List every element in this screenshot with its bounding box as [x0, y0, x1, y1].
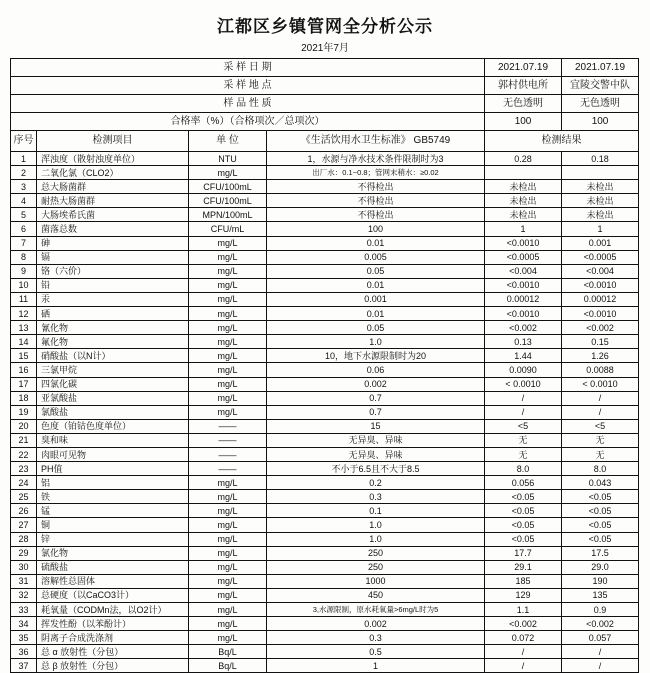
- cell-standard: 15: [267, 419, 485, 433]
- table-row: [11, 264, 639, 278]
- cell-standard: 1.0: [267, 532, 485, 546]
- table-row: [11, 476, 639, 490]
- cell-result-1: 0.072: [485, 631, 562, 645]
- table-row: [11, 222, 639, 236]
- cell-standard: 0.7: [267, 405, 485, 419]
- table-row: [11, 433, 639, 447]
- cell-result-1: <5: [485, 419, 562, 433]
- cell-index: 27: [11, 518, 37, 532]
- cell-result-1: 1.1: [485, 603, 562, 617]
- cell-result-1: <0.05: [485, 532, 562, 546]
- cell-standard: 0.01: [267, 307, 485, 321]
- cell-index: 5: [11, 208, 37, 222]
- table-row: [11, 574, 639, 588]
- cell-result-2: <0.002: [562, 617, 639, 631]
- cell-standard: 出厂水：0.1~0.8；管网末稍水：≥0.02: [267, 166, 485, 180]
- cell-unit: mg/L: [189, 560, 267, 574]
- cell-result-1: 1.44: [485, 349, 562, 363]
- cell-index: 33: [11, 603, 37, 617]
- table-row: [11, 321, 639, 335]
- cell-index: 7: [11, 236, 37, 250]
- cell-result-2: 0.057: [562, 631, 639, 645]
- table-row: [11, 419, 639, 433]
- cell-index: 4: [11, 194, 37, 208]
- cell-unit: ——: [189, 419, 267, 433]
- cell-item: 铅: [37, 278, 189, 292]
- cell-index: 17: [11, 377, 37, 391]
- cell-item: 菌落总数: [37, 222, 189, 236]
- cell-standard: 0.002: [267, 617, 485, 631]
- table-row: [11, 617, 639, 631]
- cell-index: 21: [11, 433, 37, 447]
- cell-item: 汞: [37, 292, 189, 306]
- cell-item: 三氯甲烷: [37, 363, 189, 377]
- cell-standard: 0.1: [267, 504, 485, 518]
- table-row: [11, 208, 639, 222]
- cell-standard: 3,水源限制，原水耗氧量>6mg/L时为5: [267, 603, 485, 617]
- cell-standard: 1，水源与净水技术条件限制时为3: [267, 152, 485, 166]
- cell-index: 23: [11, 462, 37, 476]
- cell-index: 8: [11, 250, 37, 264]
- cell-result-1: [485, 166, 562, 180]
- cell-result-2: /: [562, 645, 639, 659]
- pass-rate-label: 合格率（%）（合格项次／总项次）: [11, 113, 485, 131]
- cell-index: 2: [11, 166, 37, 180]
- cell-item: 总硬度（以CaCO3计）: [37, 588, 189, 602]
- cell-result-1: 未检出: [485, 194, 562, 208]
- cell-unit: mg/L: [189, 250, 267, 264]
- cell-result-2: 未检出: [562, 208, 639, 222]
- cell-result-1: /: [485, 645, 562, 659]
- cell-result-2: 17.5: [562, 546, 639, 560]
- table-row: [11, 405, 639, 419]
- col-unit: 单 位: [189, 131, 267, 152]
- cell-item: 锌: [37, 532, 189, 546]
- cell-unit: mg/L: [189, 391, 267, 405]
- cell-unit: mg/L: [189, 321, 267, 335]
- cell-unit: CFU/100mL: [189, 194, 267, 208]
- table-body: [11, 59, 639, 673]
- cell-result-2: 未检出: [562, 180, 639, 194]
- table-row: [11, 532, 639, 546]
- sampling-location-value-2: 宜陵交警中队: [562, 77, 639, 95]
- cell-standard: 无异臭、异味: [267, 447, 485, 461]
- cell-unit: CFU/mL: [189, 222, 267, 236]
- table-row: [11, 59, 639, 77]
- table-row: [11, 546, 639, 560]
- cell-index: 20: [11, 419, 37, 433]
- cell-standard: 0.7: [267, 391, 485, 405]
- cell-unit: mg/L: [189, 307, 267, 321]
- cell-index: 3: [11, 180, 37, 194]
- cell-standard: 不得检出: [267, 194, 485, 208]
- cell-item: PH值: [37, 462, 189, 476]
- cell-result-2: <0.05: [562, 490, 639, 504]
- cell-unit: mg/L: [189, 490, 267, 504]
- page-title: 江都区乡镇管网全分析公示: [217, 17, 433, 37]
- cell-result-1: 0.00012: [485, 292, 562, 306]
- cell-item: 色度（铂钴色度单位）: [37, 419, 189, 433]
- cell-result-2: 0.18: [562, 152, 639, 166]
- cell-result-1: <0.004: [485, 264, 562, 278]
- cell-result-1: 未检出: [485, 180, 562, 194]
- cell-unit: mg/L: [189, 363, 267, 377]
- cell-unit: mg/L: [189, 292, 267, 306]
- page-subtitle: 2021年7月: [301, 43, 349, 54]
- cell-item: 铝: [37, 476, 189, 490]
- table-row: [11, 363, 639, 377]
- cell-item: 亚氯酸盐: [37, 391, 189, 405]
- cell-standard: 不得检出: [267, 180, 485, 194]
- cell-standard: 250: [267, 560, 485, 574]
- cell-standard: 10，地下水源限制时为20: [267, 349, 485, 363]
- cell-index: 12: [11, 307, 37, 321]
- cell-result-1: /: [485, 659, 562, 673]
- cell-unit: Bq/L: [189, 659, 267, 673]
- cell-item: 总 β 放射性（分包）: [37, 659, 189, 673]
- cell-result-2: 0.0088: [562, 363, 639, 377]
- cell-index: 37: [11, 659, 37, 673]
- cell-result-1: <0.05: [485, 504, 562, 518]
- cell-item: 氰化物: [37, 321, 189, 335]
- cell-item: 硝酸盐（以N计）: [37, 349, 189, 363]
- cell-index: 9: [11, 264, 37, 278]
- pass-rate-value-1: 100: [485, 113, 562, 131]
- cell-index: 11: [11, 292, 37, 306]
- cell-item: 砷: [37, 236, 189, 250]
- cell-result-2: /: [562, 405, 639, 419]
- pass-rate-value-2: 100: [562, 113, 639, 131]
- table-row: [11, 77, 639, 95]
- cell-unit: mg/L: [189, 335, 267, 349]
- cell-result-2: <5: [562, 419, 639, 433]
- cell-item: 硒: [37, 307, 189, 321]
- cell-index: 1: [11, 152, 37, 166]
- cell-item: 肉眼可见物: [37, 447, 189, 461]
- cell-standard: 0.005: [267, 250, 485, 264]
- cell-standard: 0.01: [267, 236, 485, 250]
- cell-result-1: <0.0010: [485, 307, 562, 321]
- cell-unit: mg/L: [189, 166, 267, 180]
- cell-index: 35: [11, 631, 37, 645]
- cell-item: 浑浊度（散射浊度单位）: [37, 152, 189, 166]
- cell-result-2: 未检出: [562, 194, 639, 208]
- cell-standard: 450: [267, 588, 485, 602]
- table-row: [11, 95, 639, 113]
- cell-index: 28: [11, 532, 37, 546]
- cell-result-2: 135: [562, 588, 639, 602]
- cell-result-2: 0.15: [562, 335, 639, 349]
- cell-standard: 0.06: [267, 363, 485, 377]
- table-row: [11, 180, 639, 194]
- cell-result-1: 0.056: [485, 476, 562, 490]
- cell-unit: ——: [189, 433, 267, 447]
- cell-unit: mg/L: [189, 504, 267, 518]
- cell-item: 挥发性酚（以苯酚计）: [37, 617, 189, 631]
- cell-unit: mg/L: [189, 532, 267, 546]
- cell-result-2: 0.9: [562, 603, 639, 617]
- cell-standard: 100: [267, 222, 485, 236]
- cell-result-1: <0.0010: [485, 236, 562, 250]
- table-row: [11, 307, 639, 321]
- cell-result-1: 8.0: [485, 462, 562, 476]
- cell-result-1: /: [485, 391, 562, 405]
- cell-unit: mg/L: [189, 631, 267, 645]
- cell-standard: 1.0: [267, 335, 485, 349]
- cell-result-2: <0.05: [562, 504, 639, 518]
- cell-index: 34: [11, 617, 37, 631]
- table-row: [11, 588, 639, 602]
- cell-unit: mg/L: [189, 518, 267, 532]
- cell-standard: 0.3: [267, 490, 485, 504]
- table-row: [11, 631, 639, 645]
- table-row: [11, 518, 639, 532]
- cell-result-2: 8.0: [562, 462, 639, 476]
- cell-result-2: [562, 166, 639, 180]
- cell-result-2: <0.0010: [562, 278, 639, 292]
- col-standard: 《生活饮用水卫生标准》 GB5749: [267, 131, 485, 152]
- cell-result-2: <0.0005: [562, 250, 639, 264]
- cell-index: 24: [11, 476, 37, 490]
- cell-item: 氯酸盐: [37, 405, 189, 419]
- table-row: [11, 278, 639, 292]
- cell-unit: mg/L: [189, 617, 267, 631]
- cell-unit: mg/L: [189, 278, 267, 292]
- cell-standard: 0.001: [267, 292, 485, 306]
- cell-unit: mg/L: [189, 405, 267, 419]
- cell-result-2: 0.00012: [562, 292, 639, 306]
- water-quality-table: [10, 58, 639, 673]
- cell-standard: 1: [267, 659, 485, 673]
- cell-result-2: 1: [562, 222, 639, 236]
- cell-item: 臭和味: [37, 433, 189, 447]
- cell-result-1: 无: [485, 447, 562, 461]
- cell-unit: CFU/100mL: [189, 180, 267, 194]
- cell-index: 22: [11, 447, 37, 461]
- cell-result-1: 185: [485, 574, 562, 588]
- cell-unit: mg/L: [189, 574, 267, 588]
- cell-item: 二氧化氯（CLO2）: [37, 166, 189, 180]
- cell-standard: 0.01: [267, 278, 485, 292]
- table-row: [11, 659, 639, 673]
- cell-result-2: <0.0010: [562, 307, 639, 321]
- table-row: [11, 113, 639, 131]
- cell-result-2: 29.0: [562, 560, 639, 574]
- cell-unit: mg/L: [189, 476, 267, 490]
- table-row: [11, 603, 639, 617]
- cell-item: 镉: [37, 250, 189, 264]
- cell-result-1: <0.002: [485, 321, 562, 335]
- sampling-date-value-1: 2021.07.19: [485, 59, 562, 77]
- cell-result-1: 未检出: [485, 208, 562, 222]
- cell-item: 氯化物: [37, 546, 189, 560]
- cell-index: 15: [11, 349, 37, 363]
- cell-result-2: 190: [562, 574, 639, 588]
- cell-result-2: 0.001: [562, 236, 639, 250]
- cell-result-1: /: [485, 405, 562, 419]
- cell-unit: mg/L: [189, 377, 267, 391]
- table-row: [11, 292, 639, 306]
- cell-index: 36: [11, 645, 37, 659]
- table-row: [11, 349, 639, 363]
- cell-result-2: /: [562, 391, 639, 405]
- cell-result-1: <0.002: [485, 617, 562, 631]
- cell-index: 29: [11, 546, 37, 560]
- cell-standard: 0.05: [267, 321, 485, 335]
- cell-result-1: 0.28: [485, 152, 562, 166]
- cell-item: 氟化物: [37, 335, 189, 349]
- cell-item: 耗氧量（CODMn法，以O2计）: [37, 603, 189, 617]
- col-item: 检测项目: [37, 131, 189, 152]
- cell-result-1: 17.7: [485, 546, 562, 560]
- cell-result-1: < 0.0010: [485, 377, 562, 391]
- cell-unit: mg/L: [189, 588, 267, 602]
- table-row: [11, 462, 639, 476]
- col-index: 序号: [11, 131, 37, 152]
- cell-result-1: <0.0005: [485, 250, 562, 264]
- cell-index: 14: [11, 335, 37, 349]
- sample-property-label: 样 品 性 质: [11, 95, 485, 113]
- cell-standard: 0.3: [267, 631, 485, 645]
- sampling-date-value-2: 2021.07.19: [562, 59, 639, 77]
- cell-result-1: 0.13: [485, 335, 562, 349]
- table-row: [11, 504, 639, 518]
- cell-standard: 0.5: [267, 645, 485, 659]
- cell-standard: 250: [267, 546, 485, 560]
- cell-index: 30: [11, 560, 37, 574]
- cell-result-1: 1: [485, 222, 562, 236]
- table-row: [11, 645, 639, 659]
- cell-result-1: <0.05: [485, 518, 562, 532]
- cell-result-1: 129: [485, 588, 562, 602]
- cell-unit: mg/L: [189, 349, 267, 363]
- cell-result-2: 1.26: [562, 349, 639, 363]
- cell-index: 19: [11, 405, 37, 419]
- sampling-location-label: 采 样 地 点: [11, 77, 485, 95]
- table-row: [11, 152, 639, 166]
- table-row: [11, 377, 639, 391]
- cell-unit: NTU: [189, 152, 267, 166]
- cell-index: 16: [11, 363, 37, 377]
- cell-result-2: 0.043: [562, 476, 639, 490]
- cell-unit: ——: [189, 462, 267, 476]
- cell-result-2: 无: [562, 433, 639, 447]
- cell-item: 阴离子合成洗涤剂: [37, 631, 189, 645]
- cell-result-2: <0.004: [562, 264, 639, 278]
- table-row: [11, 236, 639, 250]
- table-row: [11, 447, 639, 461]
- cell-item: 锰: [37, 504, 189, 518]
- cell-index: 10: [11, 278, 37, 292]
- cell-result-1: 无: [485, 433, 562, 447]
- cell-item: 铁: [37, 490, 189, 504]
- cell-item: 大肠埃希氏菌: [37, 208, 189, 222]
- table-row: [11, 194, 639, 208]
- cell-result-2: <0.05: [562, 532, 639, 546]
- cell-result-2: 无: [562, 447, 639, 461]
- cell-unit: ——: [189, 447, 267, 461]
- cell-result-2: < 0.0010: [562, 377, 639, 391]
- cell-result-1: <0.05: [485, 490, 562, 504]
- cell-unit: mg/L: [189, 546, 267, 560]
- cell-index: 25: [11, 490, 37, 504]
- cell-item: 耐热大肠菌群: [37, 194, 189, 208]
- cell-index: 32: [11, 588, 37, 602]
- table-row: [11, 490, 639, 504]
- table-row: [11, 335, 639, 349]
- cell-standard: 不得检出: [267, 208, 485, 222]
- sample-property-value-1: 无色透明: [485, 95, 562, 113]
- table-row: [11, 250, 639, 264]
- sample-property-value-2: 无色透明: [562, 95, 639, 113]
- cell-index: 18: [11, 391, 37, 405]
- cell-standard: 不小于6.5且不大于8.5: [267, 462, 485, 476]
- cell-item: 硫酸盐: [37, 560, 189, 574]
- cell-standard: 1.0: [267, 518, 485, 532]
- cell-result-2: /: [562, 659, 639, 673]
- col-result: 检测结果: [485, 131, 639, 152]
- cell-unit: mg/L: [189, 603, 267, 617]
- cell-item: 铬（六价）: [37, 264, 189, 278]
- cell-standard: 0.05: [267, 264, 485, 278]
- cell-standard: 0.2: [267, 476, 485, 490]
- cell-item: 四氯化碳: [37, 377, 189, 391]
- cell-index: 26: [11, 504, 37, 518]
- cell-index: 31: [11, 574, 37, 588]
- cell-index: 6: [11, 222, 37, 236]
- cell-result-1: 29.1: [485, 560, 562, 574]
- table-row: [11, 166, 639, 180]
- cell-standard: 0.002: [267, 377, 485, 391]
- cell-item: 铜: [37, 518, 189, 532]
- cell-unit: mg/L: [189, 236, 267, 250]
- cell-item: 总 α 放射性（分包）: [37, 645, 189, 659]
- cell-result-2: <0.05: [562, 518, 639, 532]
- cell-standard: 无异臭、异味: [267, 433, 485, 447]
- cell-result-2: <0.002: [562, 321, 639, 335]
- cell-result-1: <0.0010: [485, 278, 562, 292]
- cell-item: 总大肠菌群: [37, 180, 189, 194]
- table-row: [11, 391, 639, 405]
- cell-item: 溶解性总固体: [37, 574, 189, 588]
- cell-unit: mg/L: [189, 264, 267, 278]
- cell-unit: MPN/100mL: [189, 208, 267, 222]
- sampling-location-value-1: 郭村供电所: [485, 77, 562, 95]
- cell-result-1: 0.0090: [485, 363, 562, 377]
- cell-index: 13: [11, 321, 37, 335]
- table-row: [11, 560, 639, 574]
- table-header-row: [11, 131, 639, 152]
- cell-unit: Bq/L: [189, 645, 267, 659]
- cell-standard: 1000: [267, 574, 485, 588]
- sampling-date-label: 采 样 日 期: [11, 59, 485, 77]
